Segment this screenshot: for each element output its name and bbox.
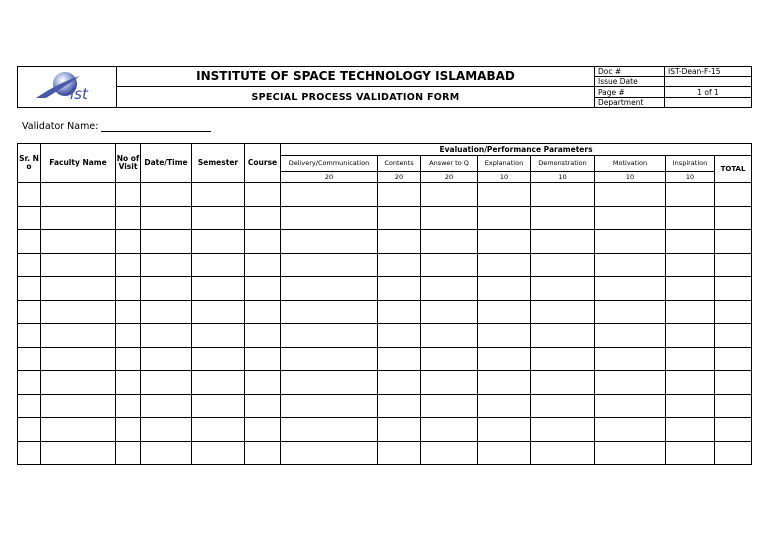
table-cell[interactable] [141,253,192,277]
table-cell[interactable] [41,371,116,395]
table-cell[interactable] [715,230,752,254]
table-cell[interactable] [531,230,595,254]
table-cell[interactable] [18,441,41,465]
table-cell[interactable] [478,300,531,324]
institute-logo [18,67,117,108]
table-cell[interactable] [421,441,478,465]
table-cell[interactable] [478,441,531,465]
table-cell[interactable] [281,277,378,301]
table-cell[interactable] [245,253,281,277]
table-cell[interactable] [421,324,478,348]
table-cell[interactable] [18,300,41,324]
table-cell[interactable] [281,300,378,324]
table-cell[interactable] [192,441,245,465]
table-cell[interactable] [666,230,715,254]
table-cell[interactable] [531,371,595,395]
table-cell[interactable] [666,441,715,465]
table-cell[interactable] [141,230,192,254]
table-cell[interactable] [41,347,116,371]
table-cell[interactable] [666,418,715,442]
table-cell[interactable] [116,230,141,254]
table-cell[interactable] [192,277,245,301]
param-max-score: 10 [666,172,715,183]
param-header: Inspiration [666,156,715,172]
table-cell[interactable] [595,183,666,207]
table-cell[interactable] [192,183,245,207]
table-cell[interactable] [715,253,752,277]
table-cell[interactable] [41,253,116,277]
table-cell[interactable] [421,230,478,254]
table-cell[interactable] [18,253,41,277]
table-cell[interactable] [192,418,245,442]
form-header [17,66,752,108]
param-max-score: 10 [531,172,595,183]
table-cell[interactable] [141,394,192,418]
table-row [18,206,752,230]
table-row [18,300,752,324]
table-cell[interactable] [116,418,141,442]
param-max-score: 10 [478,172,531,183]
table-row [18,230,752,254]
table-cell[interactable] [245,230,281,254]
table-cell[interactable] [715,277,752,301]
table-row [18,371,752,395]
table-cell[interactable] [245,347,281,371]
table-cell[interactable] [192,347,245,371]
table-cell[interactable] [378,371,421,395]
table-row [18,277,752,301]
table-cell[interactable] [141,441,192,465]
table-cell[interactable] [41,277,116,301]
table-cell[interactable] [116,347,141,371]
table-cell[interactable] [116,394,141,418]
param-header: Motivation [595,156,666,172]
table-cell[interactable] [666,371,715,395]
table-cell[interactable] [41,441,116,465]
param-header: Answer to Q [421,156,478,172]
table-cell[interactable] [478,183,531,207]
table-row [18,183,752,207]
table-cell[interactable] [141,371,192,395]
table-cell[interactable] [245,418,281,442]
table-cell[interactable] [41,394,116,418]
table-cell[interactable] [595,371,666,395]
table-cell[interactable] [421,371,478,395]
table-cell[interactable] [378,230,421,254]
table-cell[interactable] [421,347,478,371]
table-cell[interactable] [531,183,595,207]
table-cell[interactable] [116,277,141,301]
table-cell[interactable] [18,277,41,301]
table-cell[interactable] [141,324,192,348]
col-date-time: Date/Time [141,144,192,183]
param-max-score: 10 [595,172,666,183]
table-cell[interactable] [478,230,531,254]
table-cell[interactable] [281,183,378,207]
table-cell[interactable] [281,441,378,465]
table-cell[interactable] [192,253,245,277]
table-cell[interactable] [141,206,192,230]
table-cell[interactable] [281,371,378,395]
table-cell[interactable] [531,418,595,442]
table-row [18,418,752,442]
table-cell[interactable] [666,300,715,324]
col-semester: Semester [192,144,245,183]
table-cell[interactable] [281,324,378,348]
table-row [18,253,752,277]
validator-name-label: Validator Name: [22,121,99,132]
table-cell[interactable] [18,418,41,442]
issue-date-value [665,77,752,87]
col-course: Course [245,144,281,183]
eval-parameters-header: Evaluation/Performance Parameters [281,144,752,156]
table-cell[interactable] [378,418,421,442]
table-cell[interactable] [281,418,378,442]
table-cell[interactable] [245,394,281,418]
table-cell[interactable] [595,206,666,230]
col-total: TOTAL [715,156,752,183]
table-cell[interactable] [141,418,192,442]
table-cell[interactable] [18,347,41,371]
table-cell[interactable] [378,300,421,324]
form-title: SPECIAL PROCESS VALIDATION FORM [117,87,595,108]
table-cell[interactable] [116,253,141,277]
table-cell[interactable] [378,277,421,301]
table-cell[interactable] [18,183,41,207]
table-cell[interactable] [192,394,245,418]
table-cell[interactable] [116,206,141,230]
table-cell[interactable] [378,183,421,207]
table-cell[interactable] [595,347,666,371]
table-cell[interactable] [192,230,245,254]
table-cell[interactable] [18,206,41,230]
department-value [665,98,752,108]
page-no-label: Page # [595,87,665,98]
table-cell[interactable] [245,441,281,465]
table-cell[interactable] [478,418,531,442]
table-cell[interactable] [421,277,478,301]
table-cell[interactable] [478,206,531,230]
table-cell[interactable] [421,300,478,324]
table-cell[interactable] [421,394,478,418]
issue-date-label: Issue Date [595,77,665,87]
table-cell[interactable] [478,277,531,301]
table-cell[interactable] [666,324,715,348]
table-cell[interactable] [41,300,116,324]
table-cell[interactable] [41,183,116,207]
table-cell[interactable] [421,206,478,230]
table-cell[interactable] [595,418,666,442]
table-cell[interactable] [245,183,281,207]
table-cell[interactable] [531,253,595,277]
table-row [18,394,752,418]
col-faculty-name: Faculty Name [41,144,116,183]
table-cell[interactable] [531,347,595,371]
table-cell[interactable] [18,230,41,254]
table-cell[interactable] [531,300,595,324]
table-cell[interactable] [245,206,281,230]
table-cell[interactable] [715,300,752,324]
table-cell[interactable] [666,277,715,301]
validator-name-field[interactable] [22,121,211,132]
table-cell[interactable] [666,347,715,371]
table-cell[interactable] [141,183,192,207]
table-cell[interactable] [281,394,378,418]
institute-name: INSTITUTE OF SPACE TECHNOLOGY ISLAMABAD [117,67,595,87]
table-cell[interactable] [378,441,421,465]
table-cell[interactable] [478,253,531,277]
table-cell[interactable] [192,206,245,230]
table-cell[interactable] [18,394,41,418]
table-cell[interactable] [478,324,531,348]
table-cell[interactable] [281,230,378,254]
table-cell[interactable] [531,441,595,465]
table-cell[interactable] [116,324,141,348]
table-cell[interactable] [531,324,595,348]
table-cell[interactable] [666,183,715,207]
table-cell[interactable] [715,418,752,442]
param-header: Contents [378,156,421,172]
table-cell[interactable] [281,206,378,230]
table-cell[interactable] [531,277,595,301]
param-header: Delivery/Communication [281,156,378,172]
table-cell[interactable] [378,394,421,418]
table-cell[interactable] [715,441,752,465]
table-cell[interactable] [245,371,281,395]
table-row [18,441,752,465]
table-cell[interactable] [41,324,116,348]
table-cell[interactable] [595,277,666,301]
table-cell[interactable] [281,253,378,277]
table-cell[interactable] [18,324,41,348]
table-cell[interactable] [116,371,141,395]
param-max-score: 20 [421,172,478,183]
table-cell[interactable] [192,324,245,348]
table-cell[interactable] [421,183,478,207]
table-cell[interactable] [378,324,421,348]
validation-table [17,143,752,465]
validator-name-line[interactable] [101,121,211,132]
col-sr-no: Sr. No [18,144,41,183]
table-cell[interactable] [715,206,752,230]
table-cell[interactable] [141,300,192,324]
param-max-score: 20 [378,172,421,183]
table-cell[interactable] [141,347,192,371]
table-cell[interactable] [245,277,281,301]
param-header: Demonstration [531,156,595,172]
table-cell[interactable] [715,324,752,348]
table-cell[interactable] [715,183,752,207]
table-cell[interactable] [378,347,421,371]
table-cell[interactable] [378,253,421,277]
table-cell[interactable] [141,277,192,301]
table-cell[interactable] [245,300,281,324]
table-cell[interactable] [192,371,245,395]
table-cell[interactable] [666,394,715,418]
table-cell[interactable] [531,394,595,418]
table-cell[interactable] [595,253,666,277]
table-cell[interactable] [281,347,378,371]
table-cell[interactable] [531,206,595,230]
table-cell[interactable] [666,206,715,230]
table-cell[interactable] [478,394,531,418]
table-cell[interactable] [478,347,531,371]
table-cell[interactable] [116,300,141,324]
table-row [18,324,752,348]
table-cell[interactable] [192,300,245,324]
table-cell[interactable] [41,418,116,442]
table-cell[interactable] [41,206,116,230]
table-cell[interactable] [378,206,421,230]
table-cell[interactable] [715,394,752,418]
table-cell[interactable] [421,253,478,277]
department-label: Department [595,98,665,108]
table-cell[interactable] [715,347,752,371]
table-cell[interactable] [595,394,666,418]
doc-no-value: IST-Dean-F-15 [665,67,752,77]
doc-no-label: Doc # [595,67,665,77]
table-cell[interactable] [116,183,141,207]
table-cell[interactable] [421,418,478,442]
table-cell[interactable] [245,324,281,348]
table-cell[interactable] [595,324,666,348]
table-cell[interactable] [715,371,752,395]
table-cell[interactable] [18,371,41,395]
table-cell[interactable] [595,230,666,254]
table-cell[interactable] [595,300,666,324]
table-cell[interactable] [116,441,141,465]
table-cell[interactable] [478,371,531,395]
table-cell[interactable] [666,253,715,277]
param-header: Explanation [478,156,531,172]
table-cell[interactable] [41,230,116,254]
col-no-of-visit: No of Visit [116,144,141,183]
logo-text: ist [70,85,88,103]
param-max-score: 20 [281,172,378,183]
page-no-value: 1 of 1 [665,87,752,98]
table-row [18,347,752,371]
table-cell[interactable] [595,441,666,465]
